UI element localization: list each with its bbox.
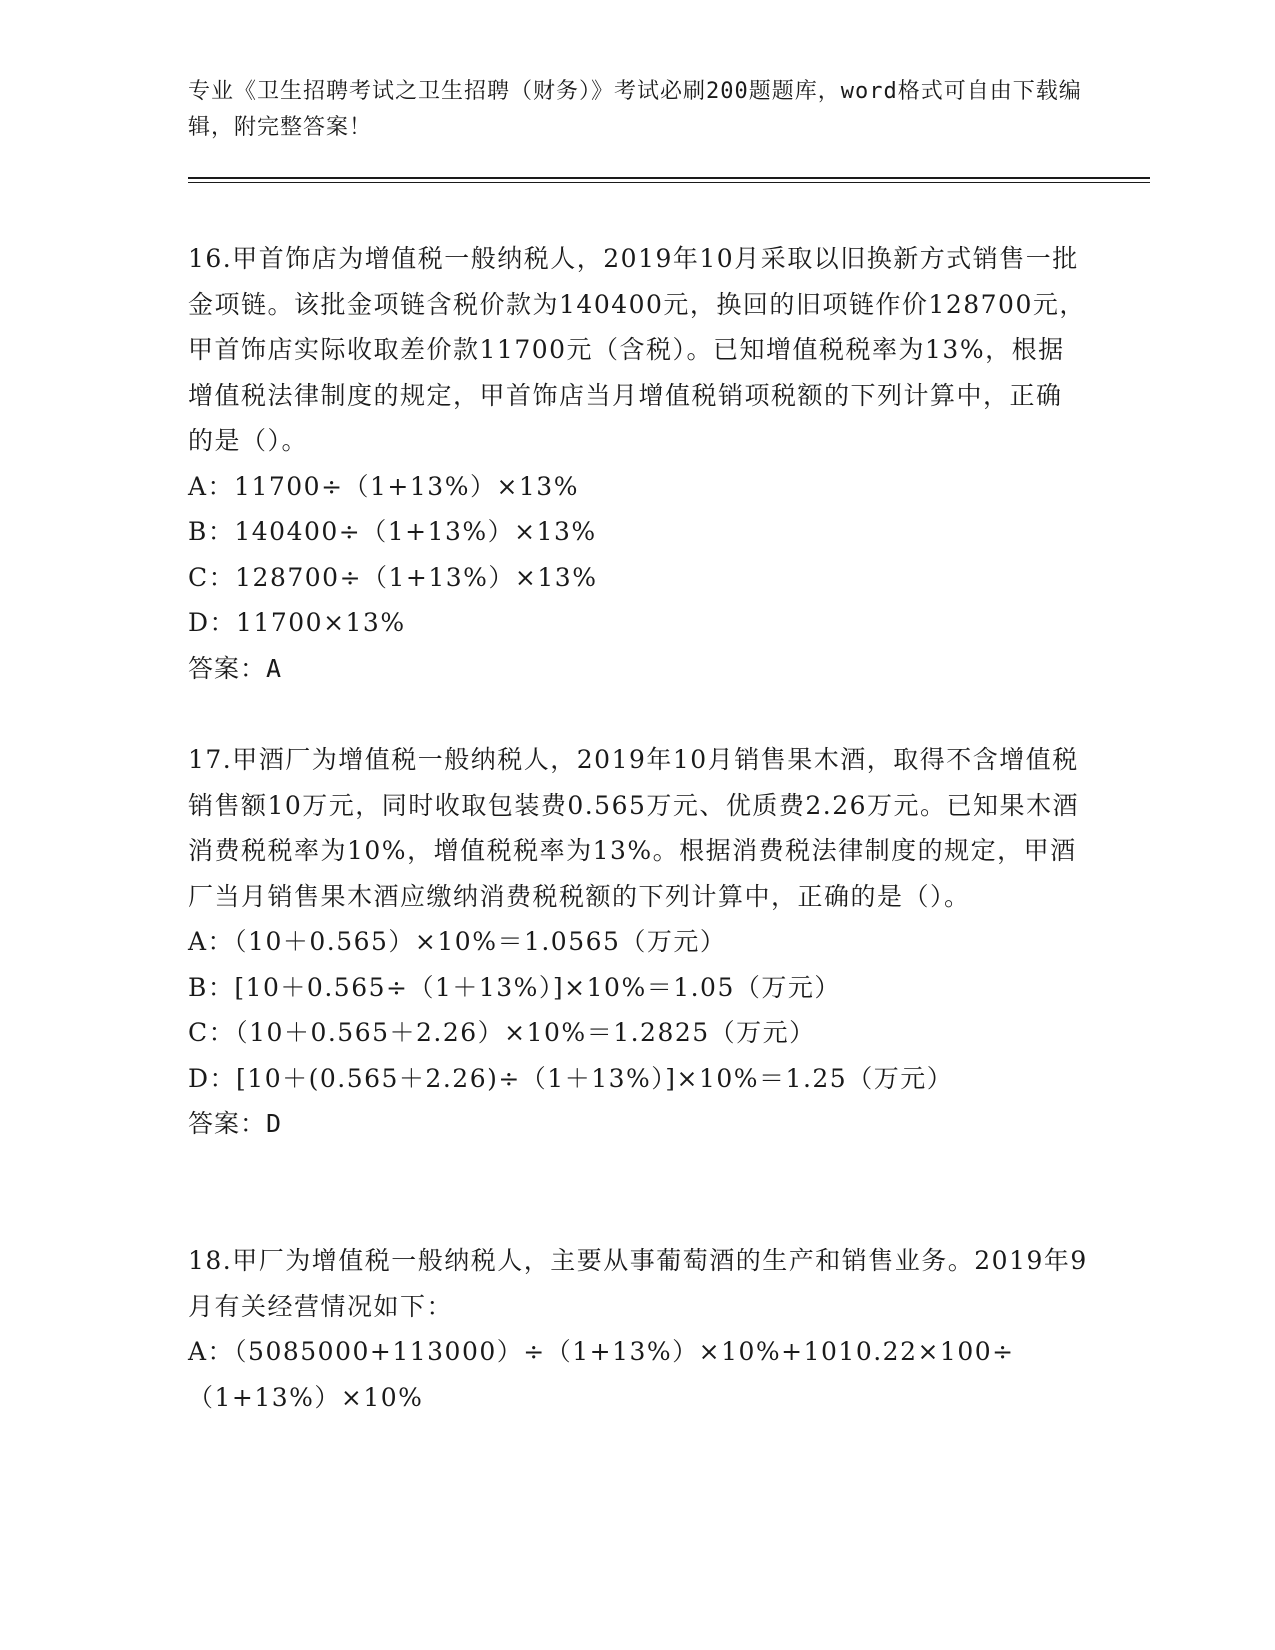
question-stem: 18.甲厂为增值税一般纳税人，主要从事葡萄酒的生产和销售业务。2019年9月有关经营情况如下： [188,1246,1088,1321]
option-d: D：[10＋(0.565＋2.26)÷（1＋13%）]×10%＝1.25（万元） [188,1063,954,1093]
question-stem: 17.甲酒厂为增值税一般纳税人，2019年10月销售果木酒，取得不含增值税销售额10万元，同时收取包装费0.565万元、优质费2.26万元。已知果木酒消费税税率为10%，增值税税率为13%。根据消费税法律制度的规定，甲酒厂当月销售果木酒应缴纳消费税税额的下列计算中，正确的是（）。 [188,745,1080,911]
document-header: 专业《卫生招聘考试之卫生招聘（财务）》考试必刷200题题库，word格式可自由下载编辑，附完整答案！ [188,79,1082,140]
option-a: A：（5085000+113000）÷（1+13%）×10%+1010.22×100÷（1+13%）×10% [188,1337,1015,1412]
option-b: B：140400÷（1+13%）×13% [188,517,597,546]
answer-label: 答案：A [188,653,283,683]
option-d: D：11700×13% [188,608,406,637]
option-c: C：128700÷（1+13%）×13% [188,562,598,592]
option-c: C：（10＋0.565＋2.26）×10%＝1.2825（万元） [188,1018,816,1047]
answer-label: 答案：D [188,1109,283,1138]
header-divider-thin [188,182,1150,183]
question-16 [188,236,1088,691]
question-17 [188,737,1088,1147]
option-a: A：（10＋0.565）×10%＝1.0565（万元） [188,927,727,956]
header-divider [188,177,1150,179]
question-stem: 16.甲首饰店为增值税一般纳税人，2019年10月采取以旧换新方式销售一批金项链。该批金项链含税价款为140400元，换回的旧项链作价128700元，甲首饰店实际收取差价款11700元（含税）。已知增值税税率为13%，根据增值税法律制度的规定，甲首饰店当月增值税销项税额的下列计算中，正确的是（）。 [188,244,1086,455]
option-a: A：11700÷（1+13%）×13% [188,471,579,501]
question-18 [188,1238,1088,1420]
option-b: B：[10＋0.565÷（1＋13%）]×10%＝1.05（万元） [188,972,841,1002]
